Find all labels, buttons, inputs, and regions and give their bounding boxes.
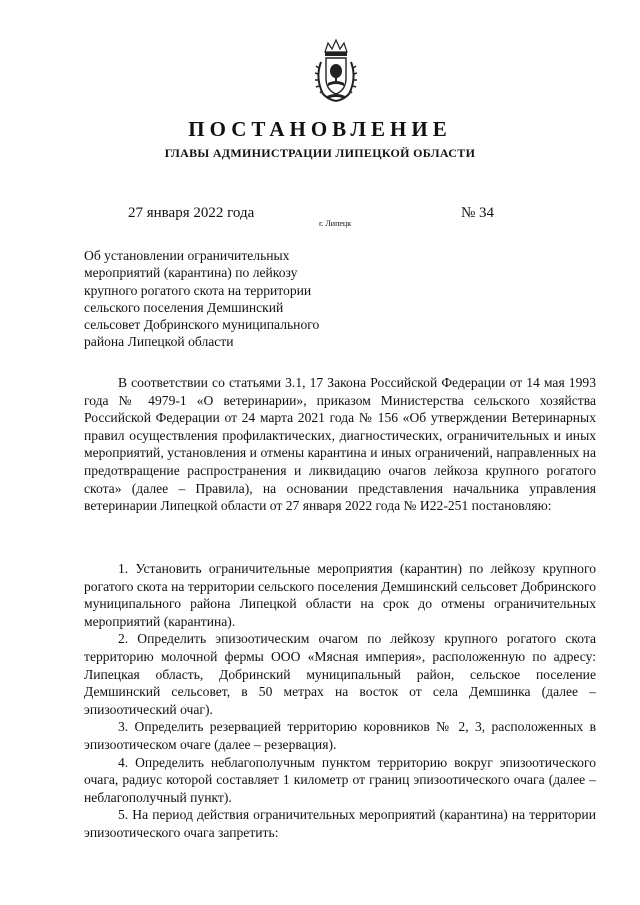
intro-paragraph: В соответствии со статьями 3.1, 17 Закона Российской Федерации от 14 мая 1993 года № 4979-1 «О ветеринарии», приказом Министерства сельского хозяйства Российской Федерации от 24 марта 2021 года № 156 «Об утверждении Ветеринарных правил осуществления профилактических, диагностических, ограничительных и иных мероприятий, установления и отмены карантина и иных ограничений, направленных на предотвращение распространения и ликвидацию очагов лейкоза крупного рогатого скота» (далее – Правила), на основании представления начальника управления ветеринарии Липецкой области от 27 января 2022 года № И22-251 постановляю: (84, 375, 596, 514)
subject-line: района Липецкой области (84, 334, 234, 350)
document-subtitle: ГЛАВЫ АДМИНИСТРАЦИИ ЛИПЕЦКОЙ ОБЛАСТИ (164, 146, 476, 160)
resolution-item: 5. На период действия ограничительных мероприятий (карантина) на территории эпизоотического очага запретить: (84, 807, 596, 840)
resolution-item: 1. Установить ограничительные мероприятия (карантин) по лейкозу крупного рогатого скота на территории сельского поселения Демшинский сельсовет Добринского муниципального района Липецкой области на срок до отмены ограничительных мероприятий (карантина). (84, 561, 596, 629)
subject-line: Об установлении ограничительных (84, 248, 290, 263)
resolution-item: 3. Определить резервацией территорию коровников № 2, 3, расположенных в эпизоотическом очаге (далее – резервация). (84, 719, 596, 752)
document-number: № 34 (461, 205, 495, 221)
subject-line: мероприятий (карантина) по лейкозу (84, 265, 298, 281)
document-city: г. Липецк (319, 219, 352, 228)
subject-line: сельсовет Добринского муниципального (84, 317, 320, 333)
document-subject (84, 247, 384, 351)
resolution-item: 2. Определить эпизоотическим очагом по лейкозу крупного рогатого скота территорию молочной фермы ООО «Мясная империя», расположенную по адресу: Липецкая область, Добринский муниципальный район, сельское поселение Демшинский сельсовет, в 50 метрах на восток от села Демшинка (далее – эпизоотический очаг). (84, 631, 596, 717)
document-title: ПОСТАНОВЛЕНИЕ (188, 117, 452, 141)
resolution-items (84, 560, 596, 842)
coat-of-arms-emblem (313, 38, 359, 104)
subject-line: сельского поселения Демшинский (84, 299, 284, 315)
document-date: 27 января 2022 года (128, 205, 255, 221)
resolution-item: 4. Определить неблагополучным пунктом территорию вокруг эпизоотического очага, радиус которой составляет 1 километр от границ эпизоотического очага (далее – неблагополучный пункт). (84, 754, 596, 805)
subject-line: крупного рогатого скота на территории (84, 282, 312, 298)
